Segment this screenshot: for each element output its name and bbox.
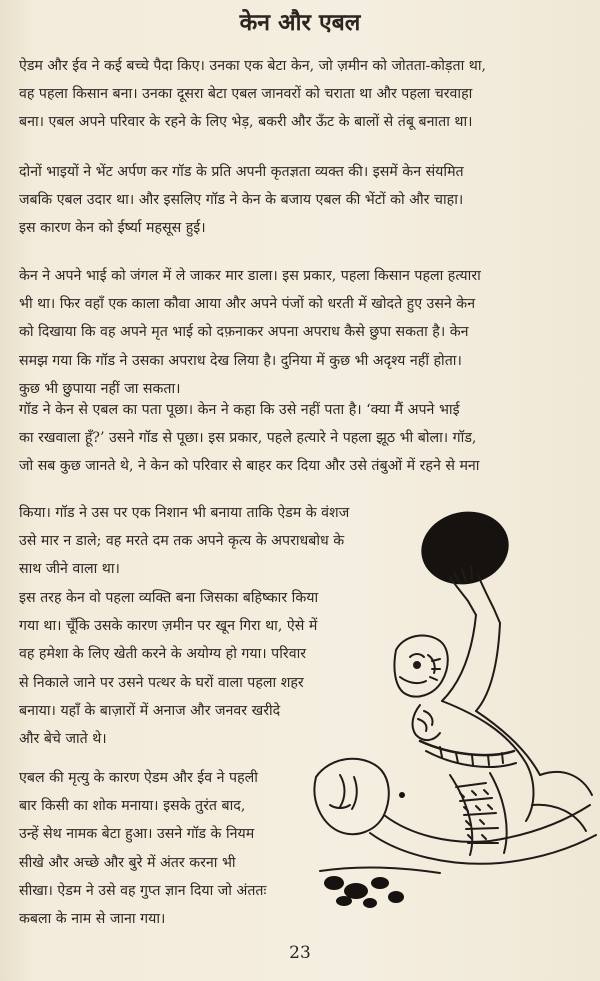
- page-number: 23: [289, 943, 311, 963]
- text-line: जबकि एबल उदार था। और इसलिए गॉड ने केन के बजाय एबल की भेंटों को और चाहा।: [19, 192, 464, 209]
- text-line: किया। गॉड ने उस पर एक निशान भी बनाया ताकि ऐडम के वंशज: [19, 505, 350, 521]
- text-line: गॉड ने केन से एबल का पता पूछा। केन ने कहा कि उसे नहीं पता है। ‘क्या मैं अपने भाई: [19, 402, 460, 418]
- paragraph-3: [19, 262, 585, 403]
- text-line: उन्हें सेथ नामक बेटा हुआ। उसने गॉड के नियम: [19, 826, 255, 843]
- chapter-title: केन और एबल: [239, 9, 361, 36]
- paragraph-4: [19, 396, 585, 481]
- paragraph-6: [19, 764, 305, 933]
- text-line: को दिखाया कि वह अपने मृत भाई को दफ़नाकर अपना अपराध कैसे छुपा सकता है। केन: [19, 324, 469, 341]
- text-line: एबल की मृत्यु के कारण ऐडम और ईव ने पहली: [19, 770, 258, 786]
- text-line: का रखवाला हूँ?’ उसने गॉड से पूछा। इस प्रकार, पहले हत्यारे ने पहला झूठ भी बोला। गॉड,: [19, 430, 477, 447]
- text-line: इस कारण केन को ईर्ष्या महसूस हुई।: [19, 220, 206, 237]
- text-line: और बेचे जाते थे।: [19, 731, 107, 748]
- paragraph-1: [19, 52, 585, 137]
- text-line: से निकाले जाने पर उसने पत्थर के घरों वाला पहला शहर: [19, 674, 304, 691]
- text-line: इस तरह केन वो पहला व्यक्ति बना जिसका बहिष्कार किया: [19, 590, 319, 606]
- text-line: बार किसी का शोक मनाया। इसके तुरंत बाद,: [19, 798, 246, 815]
- text-line: बनाया। यहाँ के बाज़ारों में अनाज और जनवर खरीदे: [19, 702, 281, 719]
- paragraph-2: [19, 158, 585, 243]
- text-line: केन ने अपने भाई को जंगल में ले जाकर मार डाला। इस प्रकार, पहला किसान पहला हत्यारा: [19, 268, 481, 284]
- text-line: ऐडम और ईव ने कई बच्चे पैदा किए। उनका एक बेटा केन, जो ज़मीन को जोतता-कोड़ता था,: [19, 58, 487, 74]
- text-line: कबला के नाम से जाना गया।: [19, 911, 166, 928]
- text-line: समझ गया कि गॉड ने उसका अपराध देख लिया है। दुनिया में कुछ भी अदृश्य नहीं होता।: [19, 352, 462, 369]
- text-line: वह पहला किसान बना। उनका दूसरा बेटा एबल जानवरों को चराता था और पहला चरवाहा: [19, 86, 473, 103]
- text-line: बना। एबल अपने परिवार के रहने के लिए भेड़, बकरी और ऊँट के बालों से तंबू बनाता था।: [19, 114, 473, 131]
- text-line: साथ जीने वाला था।: [19, 561, 120, 578]
- text-line: दोनों भाइयों ने भेंट अर्पण कर गॉड के प्रति अपनी कृतज्ञता व्यक्त की। इसमें केन संयमित: [19, 164, 464, 180]
- text-line: जो सब कुछ जानते थे, ने केन को परिवार से बाहर कर दिया और उसे तंबुओं में रहने से मना: [19, 458, 480, 475]
- text-line: कुछ भी छुपाया नहीं जा सकता।: [19, 380, 181, 397]
- text-line: भी था। फिर वहाँ एक काला कौवा आया और अपने पंजों को धरती में खोदते हुए उसने केन: [19, 296, 476, 313]
- text-line: गया था। चूँकि उसके कारण ज़मीन पर खून गिरा था, ऐसे में: [19, 618, 318, 635]
- text-line: वह हमेशा के लिए खेती करने के अयोग्य हो गया। परिवार: [19, 646, 307, 663]
- text-line: सीखे और अच्छे और बुरे में अंतर करना भी: [19, 854, 236, 871]
- text-line: सीखा। ऐडम ने उसे वह गुप्त ज्ञान दिया जो अंततः: [19, 882, 267, 899]
- text-line: उसे मार न डाले; वह मरते दम तक अपने कृत्य के अपराधबोध के: [19, 533, 345, 550]
- cain-abel-illustration: [300, 505, 600, 925]
